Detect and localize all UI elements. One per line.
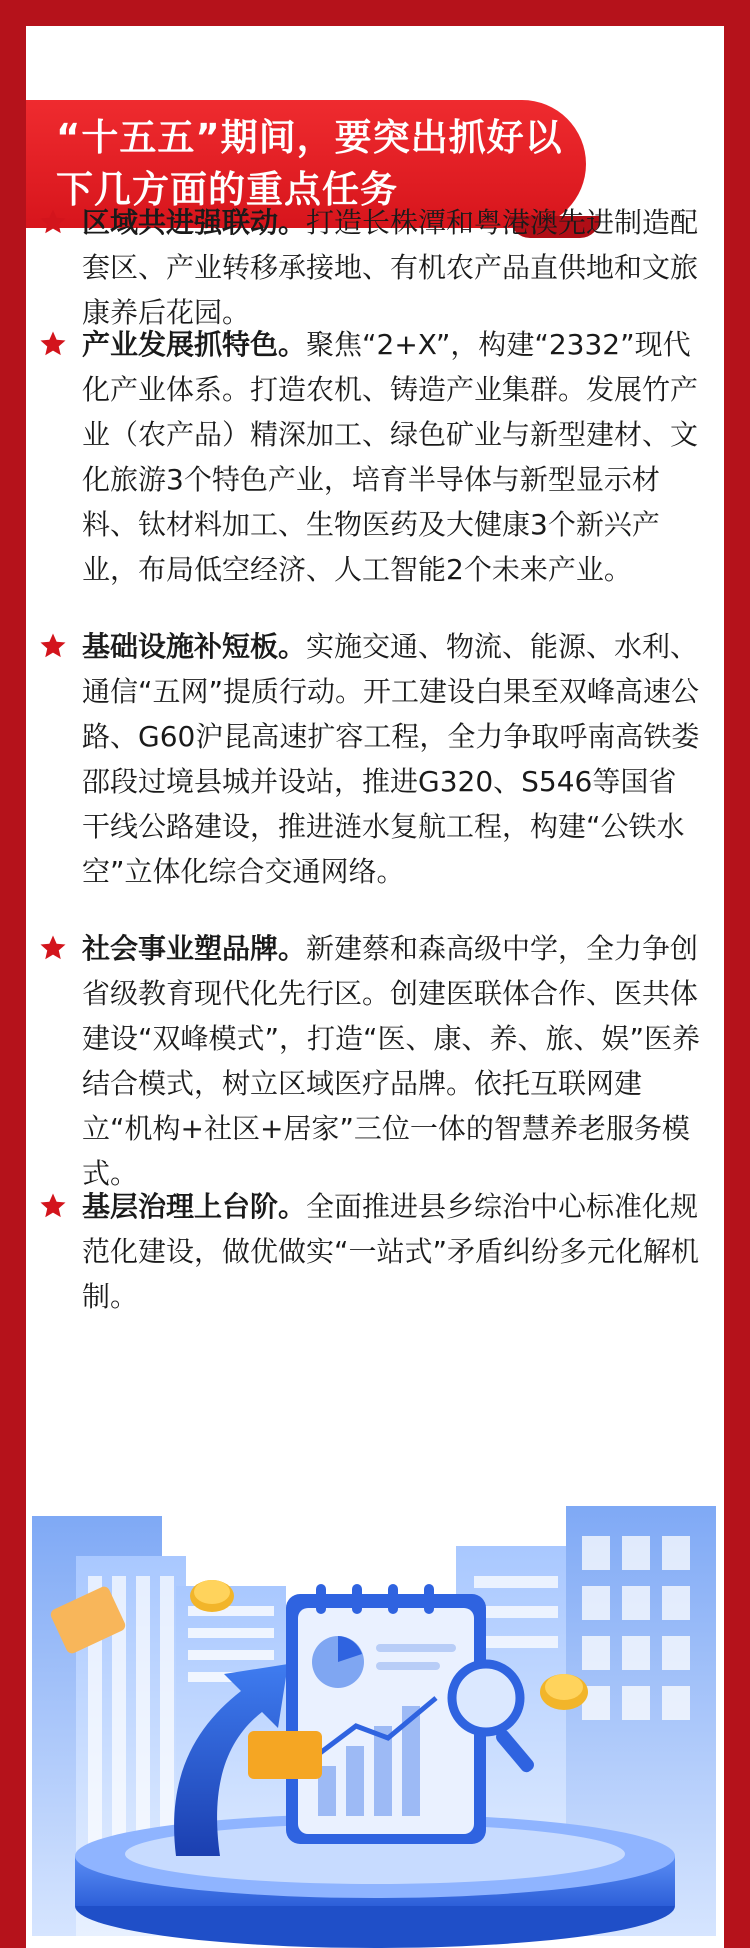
city-illustration xyxy=(26,1476,724,1948)
task-lead: 社会事业塑品牌。 xyxy=(82,932,307,965)
task-lead: 基础设施补短板。 xyxy=(82,630,307,663)
task-item xyxy=(82,1184,704,1319)
star-icon xyxy=(38,631,68,661)
task-item xyxy=(82,200,704,335)
task-lead: 基层治理上台阶。 xyxy=(82,1190,307,1223)
card-icon xyxy=(248,1731,322,1779)
task-text: 新建蔡和森高级中学，全力争创省级教育现代化先行区。创建医联体合作、医共体建设“双峰模式”，打造“医、康、养、旅、娱”医养结合模式，树立区域医疗品牌。依托互联网建立“机构+社区+居家”三位一体的智慧养老服务模式。 xyxy=(82,932,701,1190)
task-text: 全面推进县乡综治中心标准化规范化建设，做优做实“一站式”矛盾纠纷多元化解机制。 xyxy=(82,1190,700,1313)
task-text: 聚焦“2+X”，构建“2332”现代化产业体系。打造农机、铸造产业集群。发展竹产业（农产品）精深加工、绿色矿业与新型建材、文化旅游3个特色产业，培育半导体与新型显示材料、钛材料加工、生物医药及大健康3个新兴产业，布局低空经济、人工智能2个未来产业。 xyxy=(82,328,699,586)
content-panel xyxy=(26,26,724,1948)
task-text: 实施交通、物流、能源、水利、通信“五网”提质行动。开工建设白果至双峰高速公路、G60沪昆高速扩容工程，全力争取呼南高铁娄邵段过境县城并设站，推进G320、S546等国省干线公路建设，推进涟水复航工程，构建“公铁水空”立体化综合交通网络。 xyxy=(82,630,700,888)
task-item xyxy=(82,624,704,894)
star-icon xyxy=(38,207,68,237)
star-icon xyxy=(38,933,68,963)
task-item xyxy=(82,322,704,592)
coin-icon xyxy=(540,1674,588,1710)
task-item xyxy=(82,926,704,1196)
task-lead: 区域共进强联动。 xyxy=(82,206,307,239)
section-title: “十五五”期间，要突出抓好以下几方面的重点任务 xyxy=(56,116,563,211)
coin-icon xyxy=(190,1580,234,1612)
task-lead: 产业发展抓特色。 xyxy=(82,328,307,361)
task-text: 打造长株潭和粤港澳先进制造配套区、产业转移承接地、有机农产品直供地和文旅康养后花园。 xyxy=(82,206,699,329)
star-icon xyxy=(38,1191,68,1221)
star-icon xyxy=(38,329,68,359)
